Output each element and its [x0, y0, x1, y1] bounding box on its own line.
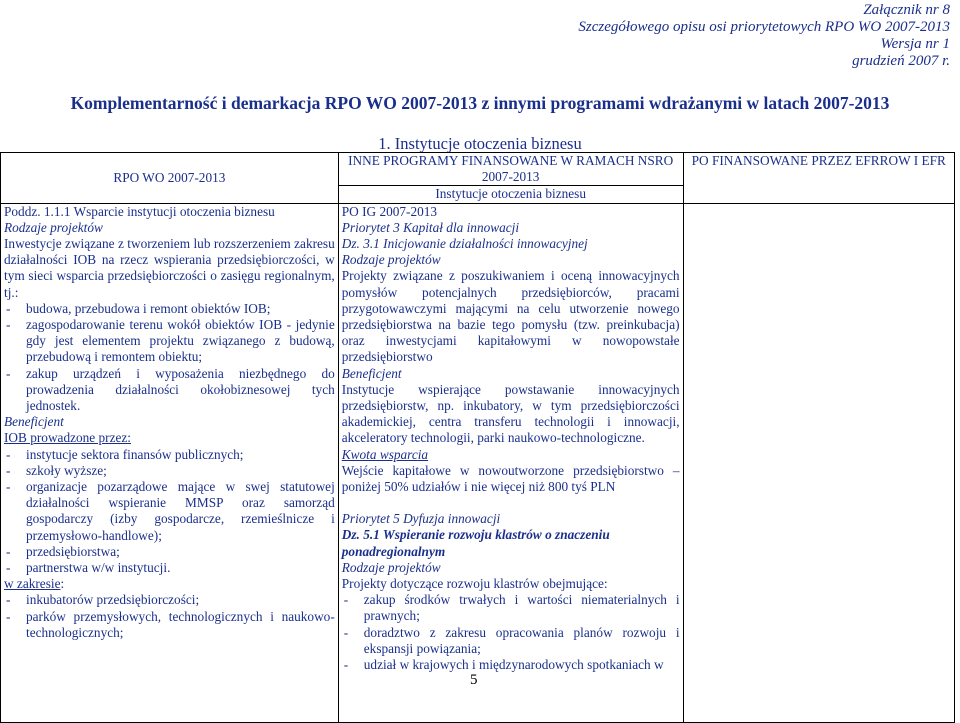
list-item: - organizacje pozarządowe mające w swej statutowej działalności wspieranie MMSP oraz samorząd gospodarczy (izby gospodarcze, rzemieślnicze i przemysłowo-handlowe);	[4, 479, 335, 544]
document-header	[578, 2, 950, 70]
list-item: - zagospodarowanie terenu wokół obiektów IOB - jedynie gdy jest elementem projektu związanego z budową, przebudową i remontem obiektu;	[4, 317, 335, 366]
mid-rodzaje-label: Rodzaje projektów	[341, 252, 441, 268]
page-number: 5	[470, 672, 478, 688]
list-item: - partnerstwa w/w instytucji.	[4, 560, 335, 576]
left-iob-label: IOB prowadzone przez:	[4, 430, 132, 446]
table-row	[1, 203, 955, 722]
header-annex: Załącznik nr 8	[863, 2, 950, 18]
list-item: - przedsiębiorstwa;	[4, 544, 335, 560]
mid-beneficjent-label: Beneficjent	[341, 365, 402, 381]
header-date: grudzień 2007 r.	[852, 53, 950, 69]
list-item: - instytucje sektora finansów publicznych;	[4, 447, 335, 463]
mid-dz5: Dz. 5.1 Wspieranie rozwoju klastrów o znaczeniu ponadregionalnym	[341, 527, 610, 559]
subheader-cell: Instytucje otoczenia biznesu	[338, 186, 683, 203]
mid-paragraph-1: Projekty związane z poszukiwaniem i oceną innowacyjnych pomysłów potencjalnych przedsiębiorców, pracami przygotowawczymi mającymi na celu utworzenie nowego przedsiębiorstwa na bazie tego pomysłu (tzw. preinkubacja) oraz inwestycjami kapitałowymi w nowopowstałe przedsiębiorstwo	[341, 268, 680, 365]
mid-rodzaje-label-2: Rodzaje projektów	[341, 559, 441, 575]
list-item: - zakup urządzeń i wyposażenia niezbędnego do prowadzenia działalności okołobiznesowej tych jednostek.	[4, 366, 335, 415]
left-poddz: Poddz. 1.1.1 Wsparcie instytucji otoczenia biznesu	[4, 203, 275, 219]
mid-kwota-label: Kwota wsparcia	[341, 446, 429, 462]
mid-dz: Dz. 3.1 Inicjowanie działalności innowacyjnej	[341, 236, 588, 252]
list-item: - doradztwo z zakresu opracowania planów rozwoju i ekspansji powiązania;	[342, 625, 680, 657]
mid-paragraph-2: Instytucje wspierające powstawanie innowacyjnych przedsiębiorstw, np. inkubatory, w tym przedsiębiorczości akademickiej, centra transferu technologii i innowacji, akceleratory technologii, parki naukowo-technologiczne.	[341, 381, 680, 446]
left-beneficjent-label: Beneficjent	[4, 414, 64, 430]
section-title: 1. Instytucje otoczenia biznesu	[378, 134, 582, 153]
list-item: - budowa, przebudowa i remont obiektów IOB;	[4, 301, 335, 317]
list-item: - inkubatorów przedsiębiorczości;	[4, 592, 335, 608]
mid-paragraph-3: Wejście kapitałowe w nowoutworzone przedsiębiorstwo – poniżej 50% udziałów i nie więcej niż 800 tyś PLN	[341, 462, 680, 495]
left-rodzaje-label: Rodzaje projektów	[4, 219, 103, 235]
rpo-cell	[1, 203, 339, 722]
mid-priorytet: Priorytet 3 Kapitał dla innowacji	[341, 219, 520, 235]
list-item: - szkoły wyższe;	[4, 463, 335, 479]
mid-priorytet5: Priorytet 5 Dyfuzja innowacji	[341, 511, 501, 527]
list-item: - udział w krajowych i międzynarodowych spotkaniach w	[342, 657, 680, 673]
comparison-table	[0, 152, 955, 723]
header-detail: Szczegółowego opisu osi priorytetowych RPO WO 2007-2013	[578, 19, 950, 35]
left-intro: Inwestycje związane z tworzeniem lub rozszerzeniem zakresu działalności IOB na rzecz wspierania przedsiębiorczości, w tym sieci wsparcia przedsiębiorczości o zasięgu regionalnym, tj.:	[4, 236, 335, 300]
left-zakres-label: w zakresie:	[4, 576, 65, 592]
list-item: - parków przemysłowych, technologicznych i naukowo-technologicznych;	[4, 609, 335, 641]
efrrow-cell	[683, 203, 954, 722]
mid-po-label: PO IG 2007-2013	[341, 203, 438, 219]
column-header-rpo: RPO WO 2007-2013	[1, 153, 339, 204]
header-version: Wersja nr 1	[880, 36, 950, 52]
table-header-row	[1, 153, 955, 186]
inne-cell	[338, 203, 683, 722]
mid-paragraph-4: Projekty dotyczące rozwoju klastrów obejmujące:	[341, 576, 608, 592]
page-title: Komplementarność i demarkacja RPO WO 2007-2013 z innymi programami wdrażanymi w latach 2007-2013	[70, 93, 890, 113]
list-item: - zakup środków trwałych i wartości niematerialnych i prawnych;	[342, 592, 680, 624]
column-header-efrrow: PO FINANSOWANE PRZEZ EFRROW I EFR	[683, 153, 954, 204]
column-header-inne: INNE PROGRAMY FINANSOWANE W RAMACH NSRO 2007-2013	[338, 153, 683, 186]
